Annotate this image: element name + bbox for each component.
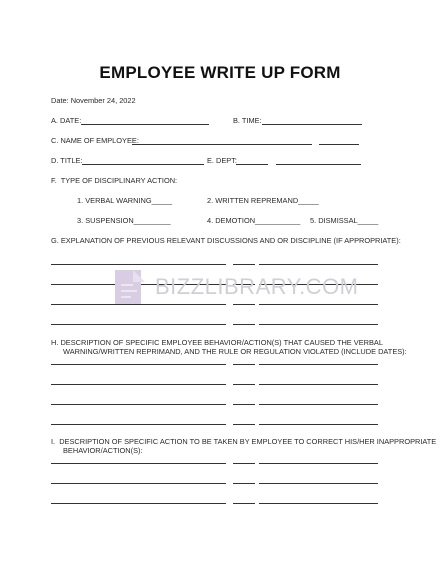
section-i-line[interactable] <box>233 463 255 464</box>
section-i-line[interactable] <box>233 483 255 484</box>
section-h-line[interactable] <box>259 404 378 405</box>
watermark <box>113 264 359 312</box>
dept-field[interactable] <box>236 164 268 165</box>
dept-field-extra[interactable] <box>276 164 361 165</box>
option-suspension[interactable]: 3. SUSPENSION_________ <box>77 216 171 225</box>
section-h-line[interactable] <box>233 404 255 405</box>
section-i-heading-cont: BEHAVIOR/ACTION(S): <box>63 446 143 455</box>
watermark-text: BIZZLIBRARY.COM <box>155 274 359 299</box>
section-h-heading-cont: WARNING/WRITTEN REPRIMAND, AND THE RULE OR REGULATION VIOLATED (INCLUDE DATES): <box>63 347 407 356</box>
title-label: D. TITLE: <box>51 156 83 165</box>
section-i-line[interactable] <box>259 463 378 464</box>
bizzlibrary-logo-icon <box>113 264 149 308</box>
section-h-line[interactable] <box>259 384 378 385</box>
name-field[interactable] <box>132 144 312 145</box>
section-h-line[interactable] <box>51 424 226 425</box>
date-field[interactable] <box>81 124 209 125</box>
option-demotion[interactable]: 4. DEMOTION___________ <box>207 216 301 225</box>
name-label: C. NAME OF EMPLOYEE: <box>51 136 139 145</box>
section-h-heading: H. DESCRIPTION OF SPECIFIC EMPLOYEE BEHAVIOR/ACTION(S) THAT CAUSED THE VERBAL <box>51 338 383 347</box>
date-label: A. DATE: <box>51 116 82 125</box>
title-field[interactable] <box>82 164 204 165</box>
section-i-line[interactable] <box>259 483 378 484</box>
section-g-line[interactable] <box>51 324 226 325</box>
time-label: B. TIME: <box>233 116 262 125</box>
date-line: Date: November 24, 2022 <box>51 96 136 105</box>
time-field[interactable] <box>262 124 362 125</box>
section-i-line[interactable] <box>259 503 378 504</box>
section-h-line[interactable] <box>51 384 226 385</box>
section-h-line[interactable] <box>51 404 226 405</box>
section-h-line[interactable] <box>233 384 255 385</box>
section-h-line[interactable] <box>233 364 255 365</box>
section-h-line[interactable] <box>259 364 378 365</box>
dept-label: E. DEPT: <box>207 156 237 165</box>
page-title: EMPLOYEE WRITE UP FORM <box>99 63 341 82</box>
section-h-line[interactable] <box>233 424 255 425</box>
section-g-line[interactable] <box>233 324 255 325</box>
section-f-heading: F. TYPE OF DISCIPLINARY ACTION: <box>51 176 178 185</box>
section-i-line[interactable] <box>51 463 226 464</box>
section-i-heading: I. DESCRIPTION OF SPECIFIC ACTION TO BE TAKEN BY EMPLOYEE TO CORRECT HIS/HER INAPPROPRIATE <box>51 437 437 446</box>
section-i-line[interactable] <box>51 503 226 504</box>
name-field-extra[interactable] <box>319 144 359 145</box>
option-dismissal[interactable]: 5. DISMISSAL_____ <box>310 216 379 225</box>
section-i-line[interactable] <box>233 503 255 504</box>
option-verbal-warning[interactable]: 1. VERBAL WARNING_____ <box>77 196 173 205</box>
section-h-line[interactable] <box>259 424 378 425</box>
section-h-line[interactable] <box>51 364 226 365</box>
section-i-line[interactable] <box>51 483 226 484</box>
section-g-line[interactable] <box>259 324 378 325</box>
option-written-repremand[interactable]: 2. WRITTEN REPREMAND_____ <box>207 196 319 205</box>
section-g-heading: G. EXPLANATION OF PREVIOUS RELEVANT DISCUSSIONS AND OR DISCIPLINE (IF APPROPRIATE): <box>51 236 401 245</box>
